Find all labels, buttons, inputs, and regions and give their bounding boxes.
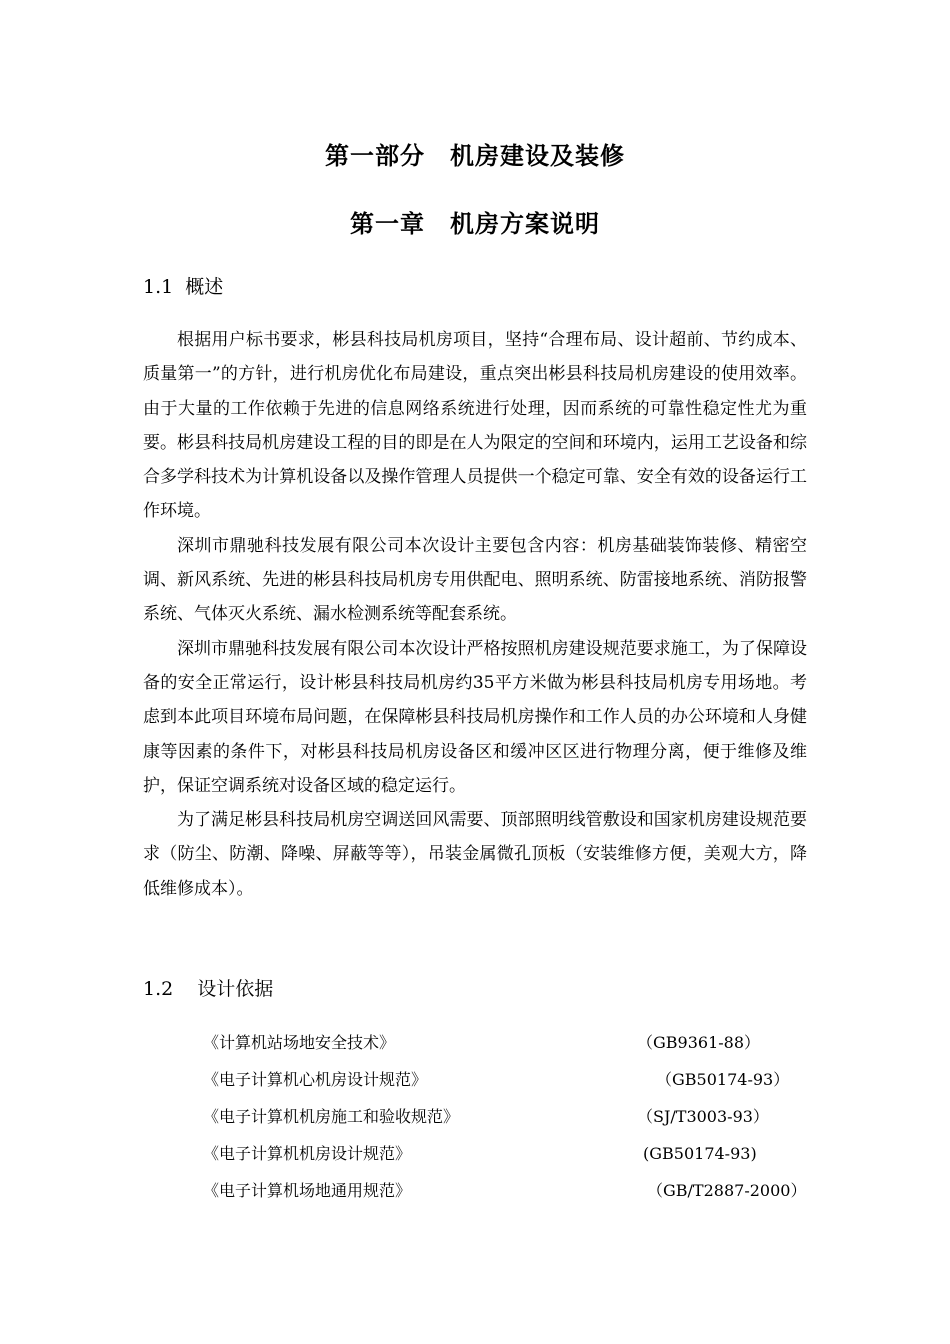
reference-title: 《电子计算机机房施工和验收规范》 <box>203 1107 460 1126</box>
reference-item <box>203 1028 823 1065</box>
reference-title: 《电子计算机机房设计规范》 <box>203 1144 412 1163</box>
reference-code: （GB50174-93） <box>656 1070 790 1089</box>
reference-code: （GB9361-88） <box>637 1033 761 1052</box>
section-heading-design-basis <box>143 974 273 1001</box>
chapter-title: 第一章 机房方案说明 <box>350 210 600 238</box>
reference-item <box>203 1102 823 1139</box>
reference-code: (GB50174-93) <box>643 1144 757 1163</box>
reference-code: （SJ/T3003-93） <box>637 1107 769 1126</box>
part-title: 第一部分 机房建设及装修 <box>325 142 625 170</box>
reference-list <box>203 1028 823 1213</box>
section-heading-text: 设计依据 <box>197 978 274 1000</box>
reference-title: 《电子计算机心机房设计规范》 <box>203 1070 428 1089</box>
reference-title: 《电子计算机场地通用规范》 <box>203 1181 412 1200</box>
section-heading-overview <box>143 272 223 299</box>
reference-item <box>203 1176 823 1213</box>
paragraph: 深圳市鼎驰科技发展有限公司本次设计主要包含内容：机房基础装饰装修、精密空调、新风系统、先进的彬县科技局机房专用供配电、照明系统、防雷接地系统、消防报警系统、气体灭火系统、漏水检测系统等配套系统。 <box>143 535 807 625</box>
overview-body <box>143 323 807 906</box>
reference-item <box>203 1139 823 1176</box>
paragraph: 为了满足彬县科技局机房空调送回风需要、顶部照明线管敷设和国家机房建设规范要求（防尘、防潮、降噪、屏蔽等等），吊装金属微孔顶板（安装维修方便，美观大方，降低维修成本）。 <box>143 810 807 899</box>
reference-code: （GB/T2887-2000） <box>647 1181 807 1200</box>
section-heading-text: 概述 <box>185 276 224 298</box>
section-number: 1.1 <box>143 276 174 298</box>
section-number: 1.2 <box>143 978 174 1000</box>
reference-item <box>203 1065 823 1102</box>
paragraph: 深圳市鼎驰科技发展有限公司本次设计严格按照机房建设规范要求施工，为了保障设备的安全正常运行，设计彬县科技局机房约35平方米做为彬县科技局机房专用场地。考虑到本此项目环境布局问题，在保障彬县科技局机房操作和工作人员的办公环境和人身健康等因素的条件下，对彬县科技局机房设备区和缓冲区区进行物理分离，便于维修及维护，保证空调系统对设备区域的稳定运行。 <box>143 638 807 796</box>
paragraph: 根据用户标书要求，彬县科技局机房项目，坚持“合理布局、设计超前、节约成本、质量第一”的方针，进行机房优化布局建设，重点突出彬县科技局机房建设的使用效率。由于大量的工作依赖于先进的信息网络系统进行处理，因而系统的可靠性稳定性尤为重要。彬县科技局机房建设工程的目的即是在人为限定的空间和环境内，运用工艺设备和综合多学科技术为计算机设备以及操作管理人员提供一个稳定可靠、安全有效的设备运行工作环境。 <box>143 330 807 522</box>
reference-title: 《计算机站场地安全技术》 <box>203 1033 396 1052</box>
